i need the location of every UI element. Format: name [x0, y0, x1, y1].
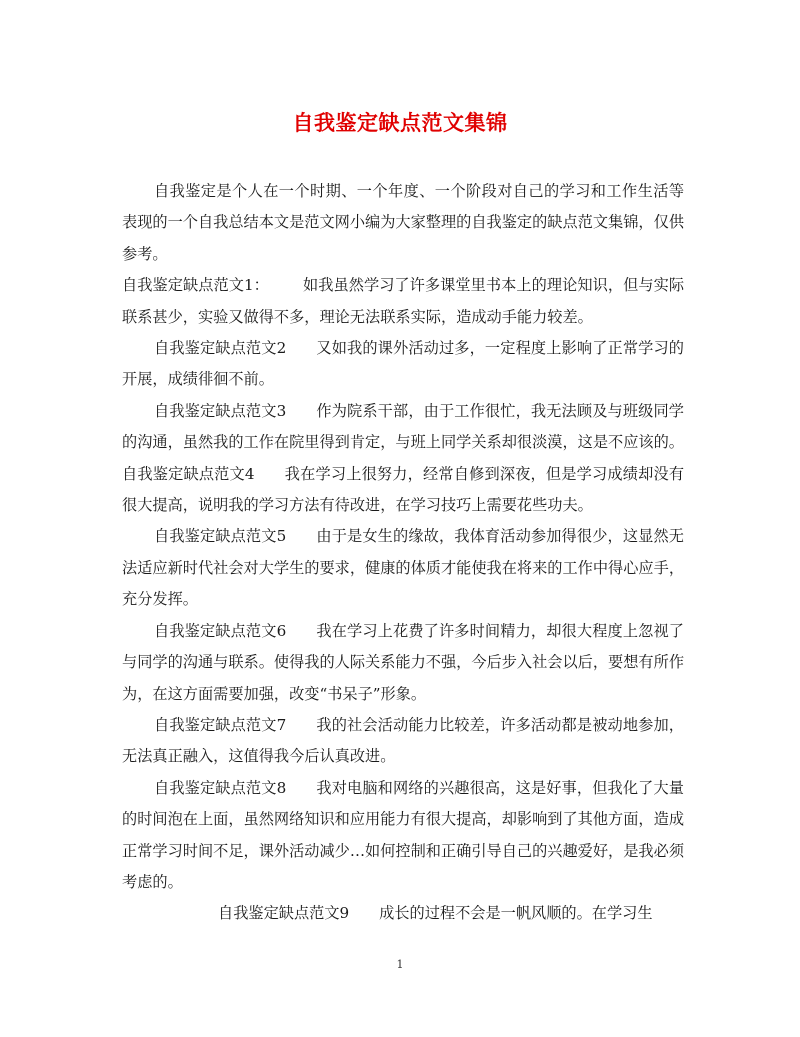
section-text-5: 由于是女生的缘故，我体育活动参加得很少，这显然无法适应新时代社会对大学生的要求，健康的体质才能使我在将来的工作中得心应手，充分发挥。	[122, 527, 684, 609]
section-paragraph-7	[122, 710, 684, 773]
section-label-7: 自我鉴定缺点范文7	[154, 715, 287, 734]
section-text-1: 如我虽然学习了许多课堂里书本上的理论知识，但与实际联系甚少，实验又做得不多，理论无法联系实际，造成动手能力较差。	[122, 276, 685, 326]
section-text-8: 我对电脑和网络的兴趣很高，这是好事，但我化了大量的时间泡在上面，虽然网络知识和应用能力有很大提高，却影响到了其他方面，造成正常学习时间不足，课外活动减少…如何控制和正确引导自己的兴趣爱好，是我必须考虑的。	[122, 778, 684, 891]
section-label-1: 自我鉴定缺点范文1：	[122, 276, 269, 295]
section-paragraph-1	[122, 270, 684, 333]
section-paragraph-3	[122, 396, 684, 459]
section-label-4: 自我鉴定缺点范文4	[122, 464, 255, 483]
document-body	[122, 176, 684, 930]
section-label-6: 自我鉴定缺点范文6	[154, 621, 287, 640]
section-label-3: 自我鉴定缺点范文3	[154, 401, 287, 420]
section-text-7: 我的社会活动能力比较差，许多活动都是被动地参加，无法真正融入，这值得我今后认真改进。	[122, 715, 684, 766]
section-label-9: 自我鉴定缺点范文9	[218, 904, 350, 923]
intro-paragraph: 自我鉴定是个人在一个时期、一个年度、一个阶段对自己的学习和工作生活等表现的一个自我总结本文是范文网小编为大家整理的自我鉴定的缺点范文集锦，仅供参考。	[122, 182, 684, 263]
section-text-9: 成长的过程不会是一帆风顺的。在学习生	[379, 904, 653, 923]
section-label-2: 自我鉴定缺点范文2	[154, 339, 287, 358]
section-paragraph-9	[122, 898, 684, 929]
section-text-3: 作为院系干部，由于工作很忙，我无法顾及与班级同学的沟通，虽然我的工作在院里得到肯定，与班上同学关系却很淡漠，这是不应该的。	[122, 401, 684, 452]
section-label-8: 自我鉴定缺点范文8	[154, 778, 287, 797]
section-label-5: 自我鉴定缺点范文5	[154, 527, 287, 546]
section-text-6: 我在学习上花费了许多时间精力，却很大程度上忽视了与同学的沟通与联系。使得我的人际关系能力不强，今后步入社会以后，要想有所作为，在这方面需要加强，改变“书呆子”形象。	[122, 621, 684, 703]
section-paragraph-4	[122, 459, 684, 522]
section-paragraph-6	[122, 616, 684, 710]
section-paragraph-8	[122, 773, 684, 899]
section-paragraph-5	[122, 521, 684, 615]
section-text-2: 又如我的课外活动过多，一定程度上影响了正常学习的开展，成绩徘徊不前。	[122, 339, 684, 389]
section-paragraph-2	[122, 333, 684, 396]
document-title: 自我鉴定缺点范文集锦	[292, 110, 508, 135]
page-number: 1	[396, 958, 404, 971]
section-text-4: 我在学习上很努力，经常自修到深夜，但是学习成绩却没有很大提高，说明我的学习方法有待改进，在学习技巧上需要花些功夫。	[122, 464, 685, 515]
